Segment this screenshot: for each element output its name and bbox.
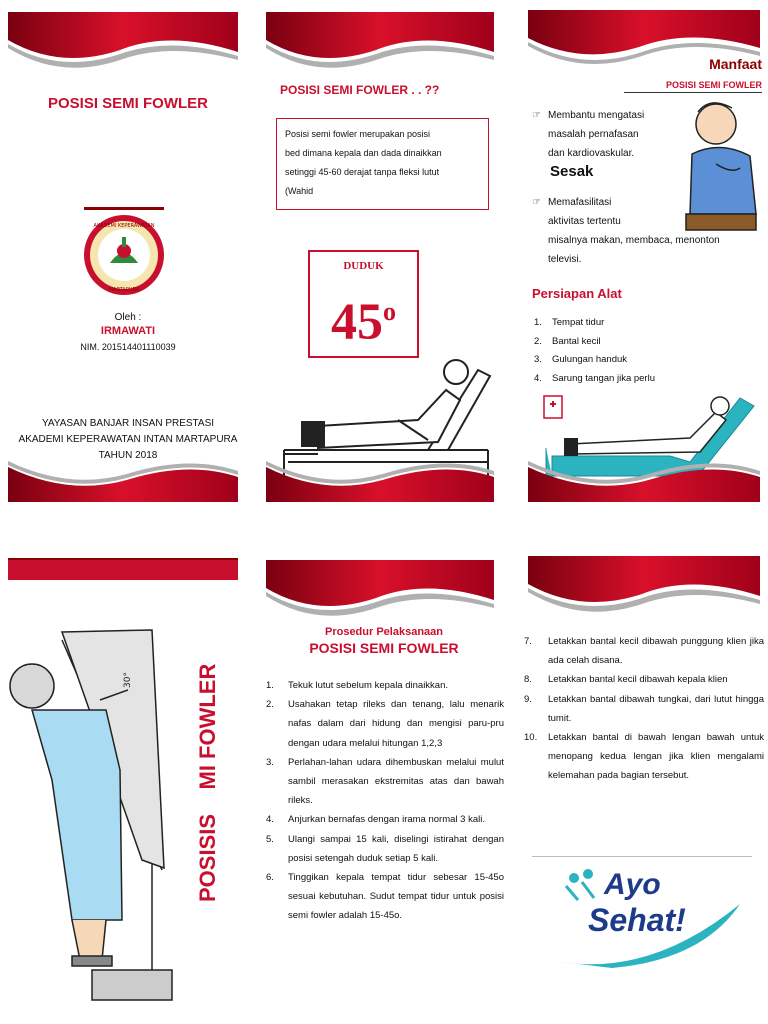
step-3-num: 3. — [266, 756, 274, 768]
benefit-1-line1: Membantu mengatasi — [548, 110, 645, 121]
top-swoosh-decoration — [0, 0, 256, 70]
step-9-num: 9. — [524, 693, 532, 705]
tool-3-num: 3. — [534, 354, 542, 365]
ayo-sehat-logo — [532, 854, 752, 974]
benefit-2-line1: Memafasilitasi — [548, 197, 612, 208]
step-6-text: Tinggikan kepala tempat tidur sebesar 15-45o sesuai kebutuhan. Sudut tempat tidur untuk posisi semi fowler adalah 15-45o. — [288, 872, 504, 922]
definition-title: POSISI SEMI FOWLER . . ?? — [280, 83, 440, 97]
vertical-title-part1: POSISIS — [195, 813, 220, 902]
step-1-text: Tekuk lutut sebelum kepala dinaikkan. — [288, 680, 449, 691]
duduk-label: DUDUK — [343, 260, 384, 272]
step-8-num: 8. — [524, 674, 532, 686]
benefit-2-line4: televisi. — [548, 254, 582, 265]
step-8-text: Letakkan bantal kecil dibawah kepala klien — [548, 674, 728, 686]
step-5-num: 5. — [266, 833, 274, 845]
tool-2-text: Bantal kecil — [552, 335, 601, 347]
benefit-1-line2: masalah pernafasan — [548, 129, 639, 140]
procedure-step-5 — [266, 830, 504, 868]
ayo-sehat-line2: Sehat! — [588, 902, 686, 938]
author-by-label: Oleh : — [114, 312, 142, 323]
logo-divider — [532, 856, 752, 857]
angle-degree: o — [383, 297, 396, 326]
procedure-continued-steps-list — [524, 632, 764, 786]
tool-2-num: 2. — [534, 335, 542, 347]
hand-pointer-icon: ☞ — [532, 110, 541, 121]
angle-number: 45 — [331, 293, 383, 351]
breathless-man-illustration-icon — [680, 94, 764, 234]
top-swoosh-decoration — [512, 512, 768, 617]
bottom-swoosh-decoration — [0, 457, 256, 512]
institution-logo — [80, 207, 168, 299]
tool-1-num: 1. — [534, 317, 542, 328]
step-2-num: 2. — [266, 699, 274, 711]
definition-panel — [256, 0, 512, 512]
procedure-step-6 — [266, 868, 504, 926]
procedure-panel — [256, 512, 512, 1024]
procedure-step-8 — [524, 670, 764, 689]
ayo-sehat-line1: Ayo — [604, 868, 661, 901]
step-4-num: 4. — [266, 814, 274, 826]
procedure-step-4 — [266, 810, 504, 829]
definition-line1: Posisi semi fowler merupakan posisi — [285, 129, 431, 139]
step-7-num: 7. — [524, 636, 532, 647]
hand-pointer-icon: ☞ — [532, 197, 541, 208]
benefit-2-line2: aktivitas tertentu — [548, 216, 621, 227]
procedure-title: POSISI SEMI FOWLER — [309, 640, 459, 656]
angle-box — [308, 250, 419, 358]
benefit-item-1 — [532, 106, 644, 163]
top-swoosh-decoration — [256, 0, 512, 70]
step-6-num: 6. — [266, 872, 274, 884]
procedure-step-1 — [266, 676, 504, 695]
tools-list — [534, 314, 655, 388]
author-nim: NIM. 201514401110039 — [80, 342, 176, 352]
tool-4-num: 4. — [534, 372, 542, 384]
benefit-2-line3: misalnya makan, membaca, menonton — [548, 235, 720, 246]
sesak-label: Sesak — [550, 163, 594, 180]
tool-item-4 — [534, 370, 655, 389]
step-5-text: Ulangi sampai 15 kali, diselingi istirahat dengan posisi setengah duduk setiap 5 kali. — [288, 833, 504, 864]
top-swoosh-decoration — [256, 512, 512, 617]
step-9-text: Letakkan bantal dibawah tungkai, dari lutut hingga tumit. — [548, 693, 764, 724]
benefits-subtitle: POSISI SEMI FOWLER — [665, 80, 762, 90]
side-title-panel — [0, 512, 256, 1024]
step-7-text: Letakkan bantal kecil dibawah punggung klien jika ada celah disana. — [548, 636, 764, 667]
tool-3-text: Gulungan handuk — [552, 354, 628, 365]
red-header-bar — [8, 558, 238, 580]
vertical-title-part2: MI FOWLER — [195, 663, 220, 790]
procedure-step-10 — [524, 728, 764, 786]
definition-box — [276, 118, 489, 210]
cover-title: POSISI SEMI FOWLER — [47, 95, 208, 112]
procedure-pre-title: Prosedur Pelaksanaan — [324, 626, 443, 638]
procedure-continued-panel — [512, 512, 768, 1024]
benefit-1-line3: dan kardiovaskular. — [548, 148, 635, 159]
institution-line2: AKADEMI KEPERAWATAN INTAN MARTAPURA — [18, 434, 238, 445]
bottom-swoosh-decoration — [256, 457, 512, 512]
tool-4-text: Sarung tangan jika perlu — [552, 372, 655, 384]
procedure-steps-list — [266, 676, 504, 926]
step-3-text: Perlahan-lahan udara dihembuskan melalui mulut sambil merasakan ekstremitas atas dan bawah rileks. — [288, 756, 504, 807]
definition-line3: setinggi 45-60 derajat tanpa fleksi lutut — [285, 167, 440, 177]
tool-1-text: Tempat tidur — [552, 317, 605, 328]
logo-emblem-icon — [80, 207, 168, 299]
benefits-panel — [512, 0, 768, 512]
svg-text:MARTAPURA: MARTAPURA — [108, 287, 140, 293]
definition-line2: bed dimana kepala dan dada dinaikkan — [285, 148, 442, 158]
angle-30-label: 30° — [123, 672, 133, 688]
institution-line1: YAYASAN BANJAR INSAN PRESTASI — [41, 418, 215, 429]
tools-title: Persiapan Alat — [532, 286, 622, 301]
institution-line3: TAHUN 2018 — [98, 450, 158, 461]
procedure-step-7 — [524, 632, 764, 670]
tool-item-2 — [534, 333, 655, 352]
tool-item-3 — [534, 351, 655, 370]
procedure-step-3 — [266, 753, 504, 811]
definition-line4: (Wahid — [285, 186, 314, 196]
step-1-num: 1. — [266, 680, 274, 691]
svg-text:AKADEMI KEPERAWATAN: AKADEMI KEPERAWATAN — [93, 223, 155, 229]
tool-item-1 — [534, 314, 655, 333]
subtitle-divider — [624, 92, 762, 93]
bottom-swoosh-decoration — [512, 457, 768, 512]
cover-panel — [0, 0, 256, 512]
step-4-text: Anjurkan bernafas dengan irama normal 3 kali. — [288, 814, 485, 826]
step-2-text: Usahakan tetap rileks dan tenang, lalu menarik nafas dalam dari hidung dan mengisi paru-pru dengan udara melalui hitungan 1,2,3 — [288, 699, 504, 749]
procedure-step-2 — [266, 695, 504, 753]
benefits-title: Manfaat — [709, 56, 762, 72]
procedure-step-9 — [524, 690, 764, 728]
step-10-text: Letakkan bantal di bawah lengan bawah untuk menopang kedua lengan jika klien mengalami kelemahan pada bagian tersebut. — [548, 732, 764, 782]
standing-patient-bed-illustration-icon — [2, 620, 188, 1018]
step-10-num: 10. — [524, 732, 538, 744]
angle-value — [310, 282, 417, 352]
vertical-title — [195, 602, 235, 902]
author-name: IRMAWATI — [100, 325, 156, 337]
